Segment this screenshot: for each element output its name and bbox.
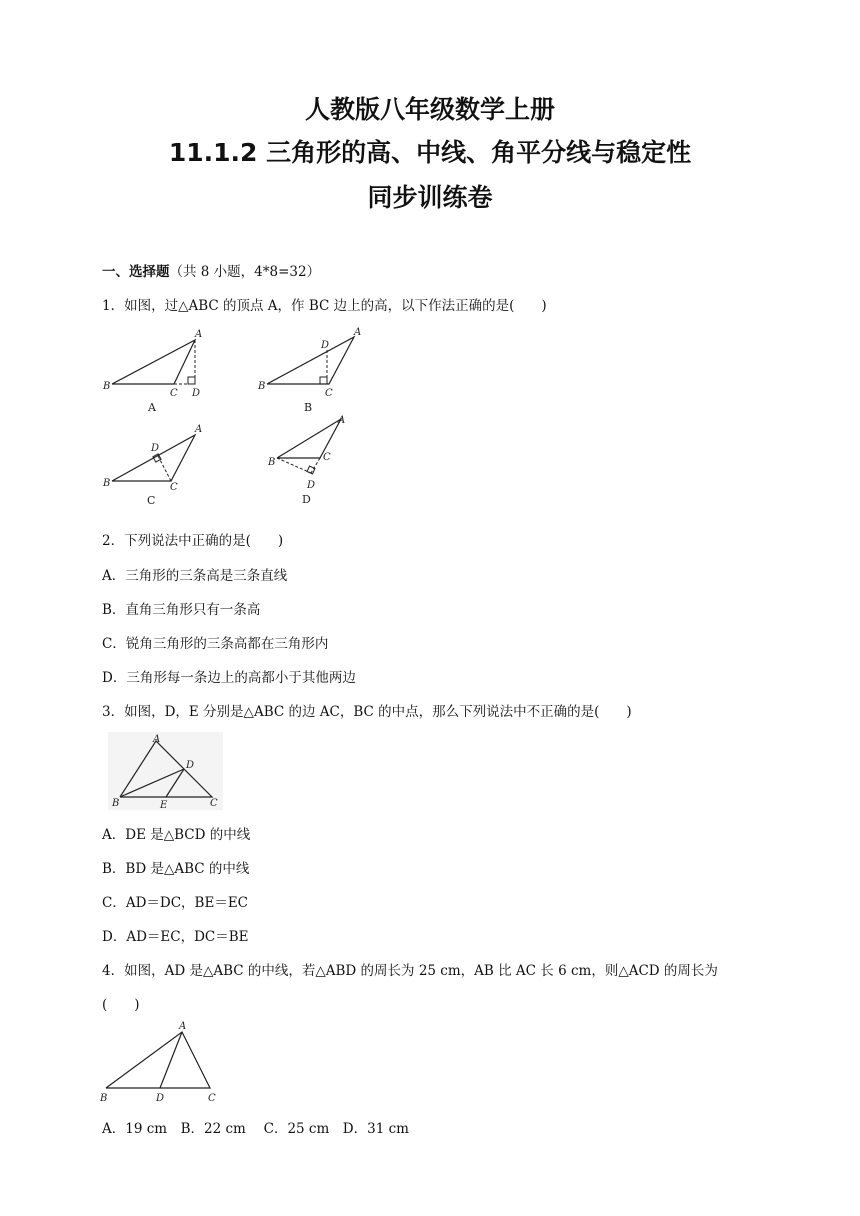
q1b-caption: B [304,401,313,414]
q1b-label-a: A [354,327,362,338]
q1b-label-b: B [258,381,266,392]
q1c-label-d: D [151,443,160,454]
title-line-1: 人教版八年级数学上册 [304,95,555,124]
q1c-label-c: C [170,482,178,493]
q1d-label-d: D [307,480,316,491]
q1a-label-c: C [170,388,178,399]
q4-label-b: B [100,1093,108,1104]
q1a-caption: A [148,401,156,414]
q4-figure [98,1016,228,1106]
q1d-label-c: C [323,452,331,463]
q3-label-b: B [112,798,120,809]
q1-figure-a [100,325,220,415]
q1-figure-b [255,325,375,415]
q4-label-c: C [208,1093,216,1104]
q2-option-b: B．直角三角形只有一条高 [102,602,261,618]
q3-option-c: C．AD＝DC，BE＝EC [102,895,249,911]
q2-option-c: C．锐角三角形的三条高都在三角形内 [102,636,329,652]
q4-options: A．19 cm B．22 cm C．25 cm D．31 cm [102,1121,409,1137]
q1a-label-d: D [192,388,201,399]
q4-blank: ( ) [102,997,140,1013]
q4-stem: 4．如图，AD 是△ABC 的中线，若△ABD 的周长为 25 cm，AB 比 AC 长 6 cm，则△ACD 的周长为 [102,963,718,979]
q1a-label-b: B [103,381,111,392]
q1-figure-d [260,412,380,504]
q1d-label-a: A [338,415,346,426]
q1c-label-b: B [103,478,111,489]
q3-figure [108,732,223,810]
q1-figure-c [100,420,220,510]
q4-label-d: D [156,1093,165,1104]
q2-option-d: D．三角形每一条边上的高都小于其他两边 [102,670,356,686]
q3-label-d: D [186,760,195,771]
title-line-3: 同步训练卷 [367,183,493,212]
q2-stem: 2．下列说法中正确的是( ) [102,533,284,549]
q1d-label-b: B [268,457,276,468]
section-heading-bold: 一、选择题 [102,264,170,280]
q1b-label-c: C [325,388,333,399]
q1a-label-a: A [195,329,203,340]
q3-option-a: A．DE 是△BCD 的中线 [102,827,251,843]
q1-stem: 1．如图，过△ABC 的顶点 A，作 BC 边上的高，以下作法正确的是( ) [102,298,547,314]
q1d-caption: D [302,493,311,506]
q2-option-a: A．三角形的三条高是三条直线 [102,568,288,584]
q3-label-e: E [160,800,168,811]
title-line-2: 11.1.2 三角形的高、中线、角平分线与稳定性 [168,138,692,167]
q3-label-a: A [153,734,161,745]
section-heading-note: （共 8 小题，4*8=32） [169,264,321,280]
q1c-label-a: A [195,424,203,435]
q3-stem: 3．如图，D，E 分别是△ABC 的边 AC，BC 的中点，那么下列说法中不正确的是( ) [102,704,632,720]
q3-label-c: C [210,798,218,809]
q4-label-a: A [179,1021,187,1032]
q3-option-d: D．AD＝EC，DC＝BE [102,929,249,945]
q1c-caption: C [147,494,156,507]
section-heading [102,260,320,280]
q3-option-b: B．BD 是△ABC 的中线 [102,861,250,877]
q1b-label-d: D [321,340,330,351]
